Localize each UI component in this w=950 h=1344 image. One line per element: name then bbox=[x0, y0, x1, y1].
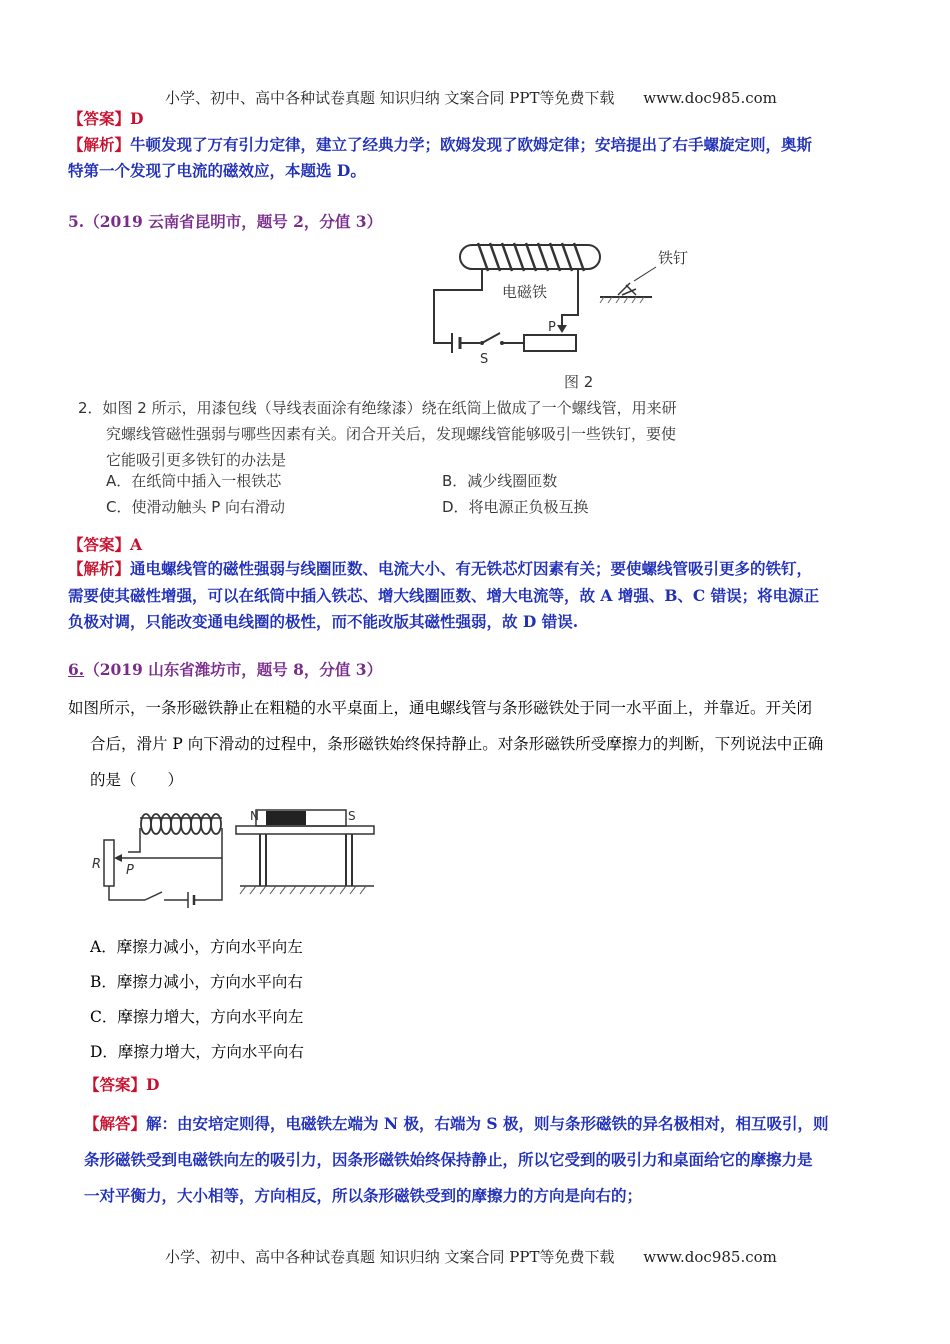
q4-analysis-label: 【解析】 bbox=[68, 135, 131, 154]
q5-analysis-label: 【解析】 bbox=[68, 559, 131, 578]
table-top bbox=[236, 826, 374, 834]
q5-analysis-line2: 需要使其磁性增强，可以在纸筒中插入铁芯、增大线圈匝数、增大电流等，故 A 增强、B、C 错误；将电源正 bbox=[68, 585, 820, 605]
q6-answer-label: 【答案】 bbox=[84, 1075, 147, 1094]
q6-heading bbox=[68, 658, 382, 680]
q6-solution-line1: 解：由安培定则得，电磁铁左端为 N 极，右端为 S 极，则与条形磁铁的异名极相对，相互吸引，则 bbox=[146, 1114, 829, 1133]
q4-answer bbox=[68, 106, 143, 132]
q6-solution-line2: 条形磁铁受到电磁铁向左的吸引力，因条形磁铁始终保持静止，所以它受到的吸引力和桌面给它的摩擦力是 bbox=[84, 1150, 813, 1169]
q5-option-d: D．将电源正负极互换 bbox=[442, 498, 589, 516]
electromagnet-label: 电磁铁 bbox=[502, 283, 548, 301]
q5-option-a: A．在纸筒中插入一根铁芯 bbox=[106, 472, 282, 490]
q6-stem-line1: 如图所示，一条形磁铁静止在粗糙的水平桌面上，通电螺线管与条形磁铁处于同一水平面上，并靠近。开关闭 bbox=[68, 699, 813, 717]
q6-stem-line2: 合后，滑片 P 向下滑动的过程中，条形磁铁始终保持静止。对条形磁铁所受摩擦力的判断，下列说法中正确 bbox=[90, 735, 824, 753]
q4-analysis bbox=[68, 132, 898, 184]
q5-stem-line3: 它能吸引更多铁钉的办法是 bbox=[106, 451, 287, 469]
iron-nails bbox=[618, 283, 636, 295]
coil-windings bbox=[478, 243, 584, 271]
q6-answer bbox=[84, 1072, 159, 1098]
switch-label: S bbox=[480, 352, 489, 367]
q5-heading bbox=[68, 210, 382, 232]
q6-source: （2019 山东省潍坊市，题号 8，分值 3） bbox=[84, 660, 383, 679]
q5-analysis-line3: 负极对调，只能改变通电线圈的极性，而不能改版其磁性强弱，故 D 错误. bbox=[68, 612, 579, 631]
q5-stem bbox=[78, 395, 677, 473]
q6-option-a: A．摩擦力减小，方向水平向左 bbox=[90, 938, 303, 956]
q5-option-c: C．使滑动触头 P 向右滑动 bbox=[106, 498, 286, 516]
q6-option-b: B．摩擦力减小，方向水平向右 bbox=[90, 973, 303, 991]
q6-options bbox=[90, 930, 304, 1070]
q5-number: 5. bbox=[68, 212, 85, 231]
q6-answer-value: D bbox=[146, 1075, 160, 1094]
solenoid-coil bbox=[141, 814, 221, 834]
footer-url: www.doc985.com bbox=[643, 1248, 777, 1266]
q6-figure bbox=[90, 800, 380, 910]
q6-stem bbox=[68, 690, 823, 798]
slider-label: P bbox=[548, 320, 556, 335]
south-label: S bbox=[348, 809, 356, 823]
figure-caption: 图 2 bbox=[564, 373, 594, 391]
q6-number: 6. bbox=[68, 660, 85, 679]
q5-answer-value: A bbox=[130, 535, 143, 554]
north-label: N bbox=[250, 809, 259, 823]
page-footer bbox=[165, 1246, 777, 1267]
q5-stem-line2: 究螺线管磁性强弱与哪些因素有关。闭合开关后，发现螺线管能够吸引一些铁钉，要使 bbox=[106, 425, 677, 443]
resistor-label: R bbox=[92, 857, 102, 872]
switch bbox=[482, 333, 500, 343]
q5-source: （2019 云南省昆明市，题号 2，分值 3） bbox=[84, 212, 383, 231]
q4-analysis-line1: 牛顿发现了万有引力定律，建立了经典力学；欧姆发现了欧姆定律；安培提出了右手螺旋定则，奥斯 bbox=[130, 135, 813, 154]
page-header bbox=[165, 87, 777, 108]
q5-option-b: B．减少线圈匝数 bbox=[442, 472, 558, 490]
q5-stem-line1: 2．如图 2 所示，用漆包线（导线表面涂有绝缘漆）绕在纸筒上做成了一个螺线管，用来研 bbox=[78, 399, 677, 417]
q6-stem-line3: 的是（ ） bbox=[90, 771, 184, 789]
header-text: 小学、初中、高中各种试卷真题 知识归纳 文案合同 PPT等免费下载 bbox=[165, 89, 615, 107]
q5-analysis-line1: 通电螺线管的磁性强弱与线圈匝数、电流大小、有无铁芯灯因素有关；要使螺线管吸引更多的铁钉， bbox=[130, 559, 813, 578]
nail-label: 铁钉 bbox=[658, 249, 689, 267]
q6-solution-line3: 一对平衡力，大小相等，方向相反，所以条形磁铁受到的摩擦力的方向是向右的； bbox=[84, 1186, 643, 1205]
q6-switch bbox=[145, 892, 162, 900]
q6-solution-label: 【解答】 bbox=[84, 1114, 147, 1133]
q5-analysis bbox=[68, 556, 898, 636]
q6-option-d: D．摩擦力增大，方向水平向右 bbox=[90, 1043, 304, 1061]
q5-answer-label: 【答案】 bbox=[68, 535, 131, 554]
q5-circuit-figure bbox=[420, 235, 710, 395]
q4-analysis-line2: 特第一个发现了电流的磁效应，本题选 D。 bbox=[68, 161, 366, 180]
rheostat-slider bbox=[114, 854, 122, 862]
q4-answer-value: D bbox=[130, 109, 144, 128]
q5-answer bbox=[68, 532, 142, 558]
rheostat-r bbox=[104, 840, 114, 886]
rheostat bbox=[524, 335, 576, 351]
header-url: www.doc985.com bbox=[643, 89, 777, 107]
q6-solution bbox=[68, 1106, 898, 1214]
slider-p-label: P bbox=[126, 863, 134, 878]
footer-text: 小学、初中、高中各种试卷真题 知识归纳 文案合同 PPT等免费下载 bbox=[165, 1248, 615, 1266]
q4-answer-label: 【答案】 bbox=[68, 109, 131, 128]
q6-option-c: C．摩擦力增大，方向水平向左 bbox=[90, 1008, 304, 1026]
slider-arrow bbox=[557, 325, 567, 333]
